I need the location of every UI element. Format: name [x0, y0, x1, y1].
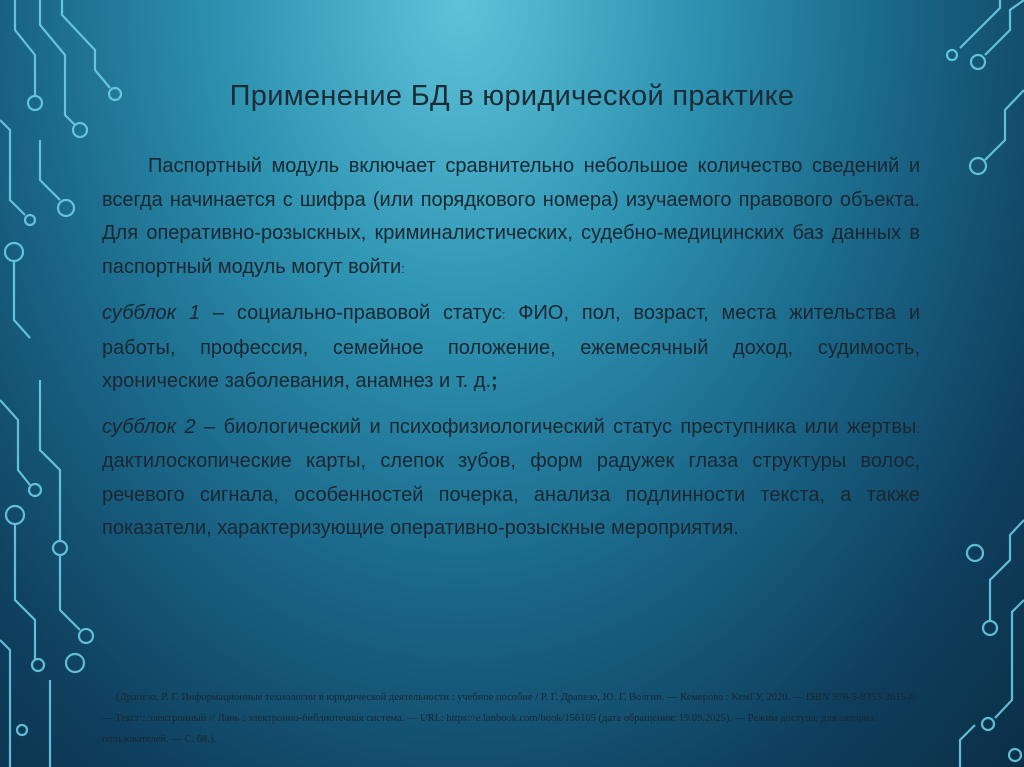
subblock-1-text: ФИО, пол, возраст, места жительства и работы, профессия, семейное положение, ежемесячный доход, судимость, хронические заболевания, анамнез и т. д. — [102, 302, 920, 392]
subblock-1-semicolon: ; — [491, 370, 498, 392]
slide-title: Применение БД в юридической практике — [229, 80, 795, 112]
subblock-1-colon: : — [501, 307, 506, 322]
subblock-1-paragraph — [102, 297, 920, 399]
slide-body — [102, 150, 920, 546]
subblock-1-label: субблок 1 — [102, 302, 201, 324]
subblock-2-text: дактилоскопические карты, слепок зубов, форм радужек глаза структуры волос, речевого сигнала, особенностей почерка, анализа подлинности текста, а также показатели, характеризующие оперативно-розыскные мероприятия. — [102, 450, 920, 539]
intro-colon: : — [401, 260, 405, 276]
subblock-2-label: субблок 2 — [102, 415, 196, 438]
intro-paragraph — [102, 150, 920, 285]
subblock-2-colon: : — [916, 420, 920, 436]
reference-citation: (Драпезо, Р. Г. Информационные технологии в юридической деятельности : учебное пособие / Р. Г. Драпезо, Ю. Г. Волгин. — Кемерово : КемГУ, 2020. — ISBN 978-5-8353-2615-0. — Текст : электронный // Лань : электронно-библиотечная система. — URL: https://e.lanbook.com/book/156105 (дата обращения: 19.09.2025). — Режим доступа: для авториз. пользователей. — С. 68.). — [102, 692, 918, 745]
intro-text: Паспортный модуль включает сравнительно небольшое количество сведений и всегда начинается с шифра (или порядкового номера) изучаемого правового объекта. Для оперативно-розыскных, криминалистических, судебно-медицинских баз данных в паспортный модуль могут войти — [102, 155, 920, 278]
subblock-1-heading: – социально-правовой статус — [200, 302, 502, 324]
subblock-2-paragraph — [102, 411, 920, 546]
subblock-2-heading: – биологический и психофизиологический статус преступника или жертвы — [195, 415, 917, 438]
